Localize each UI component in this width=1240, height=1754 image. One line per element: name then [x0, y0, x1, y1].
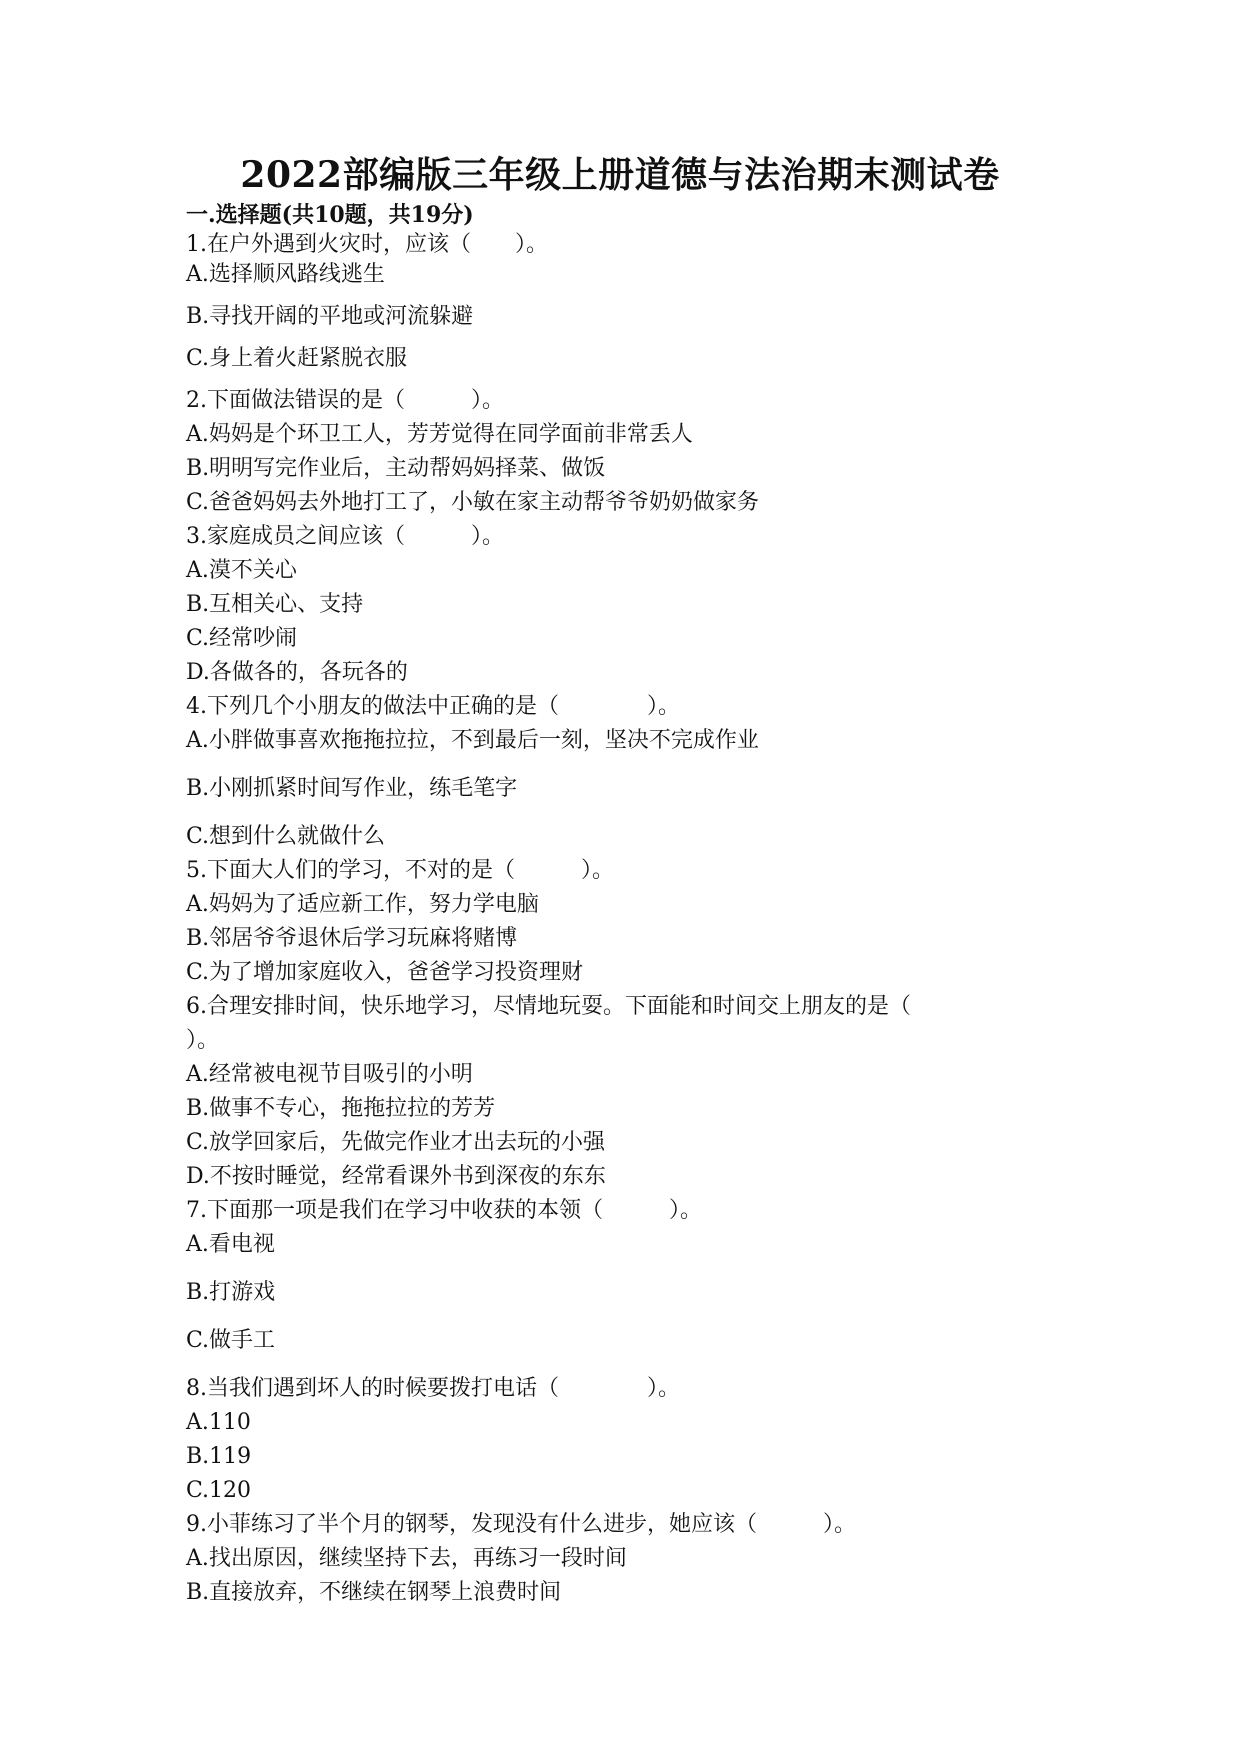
question-9-option-a: A.找出原因，继续坚持下去，再练习一段时间: [186, 1546, 627, 1571]
question-6-option-c: C.放学回家后，先做完作业才出去玩的小强: [186, 1130, 606, 1155]
question-5-option-b: B.邻居爷爷退休后学习玩麻将赌博: [186, 926, 518, 951]
question-3-option-b: B.互相关心、支持: [186, 592, 364, 617]
question-3-option-a: A.漠不关心: [186, 558, 297, 583]
question-9-option-b: B.直接放弃，不继续在钢琴上浪费时间: [186, 1580, 562, 1605]
question-5-option-a: A.妈妈为了适应新工作，努力学电脑: [186, 892, 539, 917]
question-1-stem: 1.在户外遇到火灾时，应该（ ）。: [186, 232, 548, 257]
question-2-option-a: A.妈妈是个环卫工人，芳芳觉得在同学面前非常丢人: [186, 422, 693, 447]
question-7-stem: 7.下面那一项是我们在学习中收获的本领（ ）。: [186, 1198, 702, 1223]
question-3-option-d: D.各做各的，各玩各的: [186, 660, 408, 685]
question-1-option-b: B.寻找开阔的平地或河流躲避: [186, 304, 474, 329]
question-8-option-a: A.110: [186, 1410, 251, 1435]
question-4-stem: 4.下列几个小朋友的做法中正确的是（ ）。: [186, 694, 680, 719]
question-6-stem-continued: ）。: [186, 1028, 220, 1053]
question-9-stem: 9.小菲练习了半个月的钢琴，发现没有什么进步，她应该（ ）。: [186, 1512, 856, 1537]
question-8-option-b: B.119: [186, 1444, 252, 1469]
question-7-option-c: C.做手工: [186, 1328, 276, 1353]
question-2-option-c: C.爸爸妈妈去外地打工了，小敏在家主动帮爷爷奶奶做家务: [186, 490, 760, 515]
question-2-stem: 2.下面做法错误的是（ ）。: [186, 388, 504, 413]
question-5-stem: 5.下面大人们的学习，不对的是（ ）。: [186, 858, 614, 883]
question-3-option-c: C.经常吵闹: [186, 626, 298, 651]
question-4-option-a: A.小胖做事喜欢拖拖拉拉，不到最后一刻，坚决不完成作业: [186, 728, 759, 753]
question-7-option-a: A.看电视: [186, 1232, 275, 1257]
question-6-stem: 6.合理安排时间，快乐地学习，尽情地玩耍。下面能和时间交上朋友的是（: [186, 994, 911, 1019]
question-8-stem: 8.当我们遇到坏人的时候要拨打电话（ ）。: [186, 1376, 680, 1401]
question-4-option-c: C.想到什么就做什么: [186, 824, 386, 849]
question-8-option-c: C.120: [186, 1478, 252, 1503]
question-6-option-a: A.经常被电视节目吸引的小明: [186, 1062, 473, 1087]
question-2-option-b: B.明明写完作业后，主动帮妈妈择菜、做饭: [186, 456, 606, 481]
section-heading: 一.选择题(共10题，共19分): [186, 202, 474, 228]
question-1-option-a: A.选择顺风路线逃生: [186, 262, 385, 287]
question-1-option-c: C.身上着火赶紧脱衣服: [186, 346, 408, 371]
question-7-option-b: B.打游戏: [186, 1280, 276, 1305]
question-3-stem: 3.家庭成员之间应该（ ）。: [186, 524, 504, 549]
question-4-option-b: B.小刚抓紧时间写作业，练毛笔字: [186, 776, 518, 801]
question-6-option-d: D.不按时睡觉，经常看课外书到深夜的东东: [186, 1164, 606, 1189]
page-title: 2022部编版三年级上册道德与法治期末测试卷: [240, 154, 1000, 196]
question-5-option-c: C.为了增加家庭收入，爸爸学习投资理财: [186, 960, 584, 985]
question-6-option-b: B.做事不专心，拖拖拉拉的芳芳: [186, 1096, 496, 1121]
